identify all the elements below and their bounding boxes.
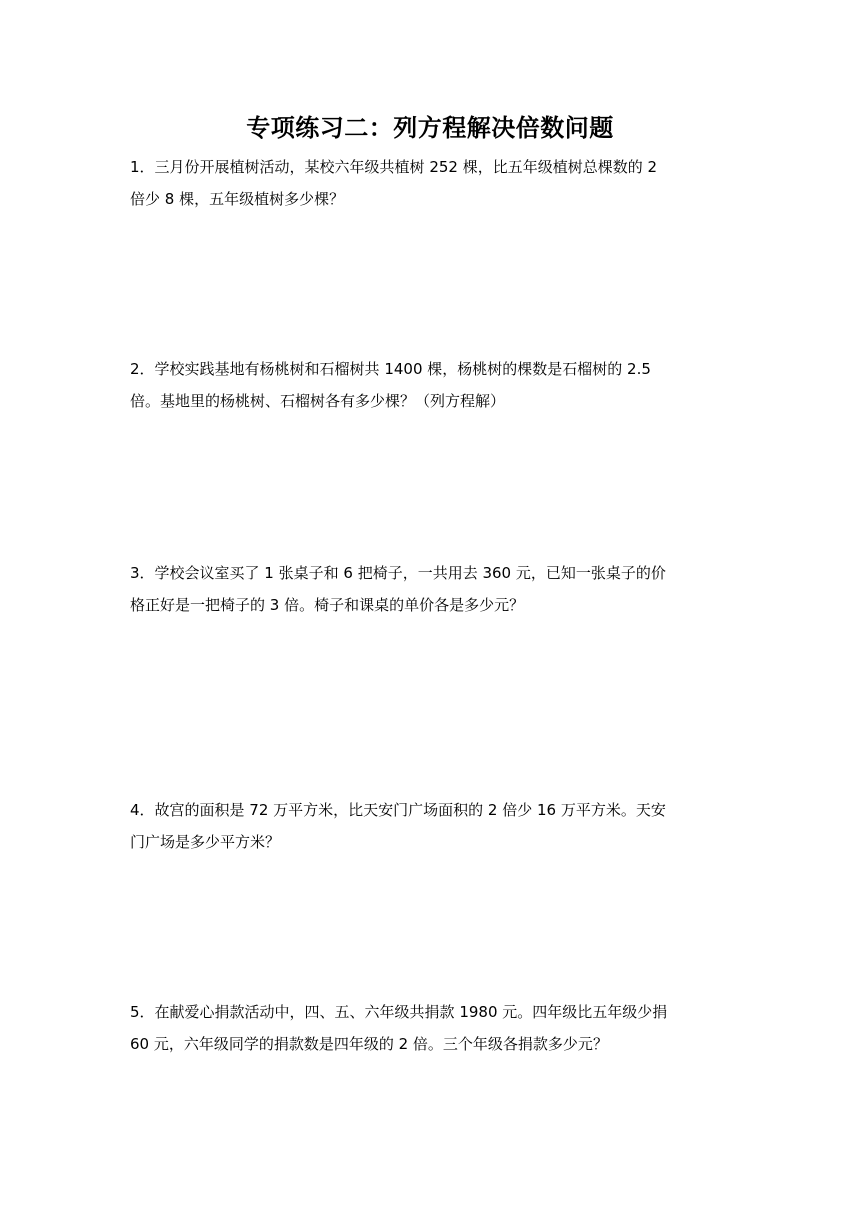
question-1: [130, 151, 740, 215]
question-3: [130, 557, 740, 621]
question-2-line-1: 2．学校实践基地有杨桃树和石榴树共 1400 棵，杨桃树的棵数是石榴树的 2.5: [130, 360, 651, 378]
question-4-line-1: 4．故宫的面积是 72 万平方米，比天安门广场面积的 2 倍少 16 万平方米。天安: [130, 801, 666, 819]
question-4: [130, 794, 740, 858]
question-5-line-2: 60 元，六年级同学的捐款数是四年级的 2 倍。三个年级各捐款多少元？: [130, 1035, 608, 1053]
question-1-line-1: 1．三月份开展植树活动，某校六年级共植树 252 棵，比五年级植树总棵数的 2: [130, 158, 658, 176]
question-4-line-2: 门广场是多少平方米？: [130, 833, 281, 851]
question-1-line-2: 倍少 8 棵，五年级植树多少棵？: [130, 190, 345, 208]
question-2-line-2: 倍。基地里的杨桃树、石榴树各有多少棵？（列方程解）: [130, 392, 506, 410]
question-5: [130, 996, 740, 1060]
question-2: [130, 353, 740, 417]
page-title: 专项练习二：列方程解决倍数问题: [246, 114, 614, 142]
question-3-line-1: 3．学校会议室买了 1 张桌子和 6 把椅子，一共用去 360 元，已知一张桌子的价: [130, 564, 666, 582]
question-3-line-2: 格正好是一把椅子的 3 倍。椅子和课桌的单价各是多少元？: [130, 596, 525, 614]
question-5-line-1: 5．在献爱心捐款活动中，四、五、六年级共捐款 1980 元。四年级比五年级少捐: [130, 1003, 668, 1021]
